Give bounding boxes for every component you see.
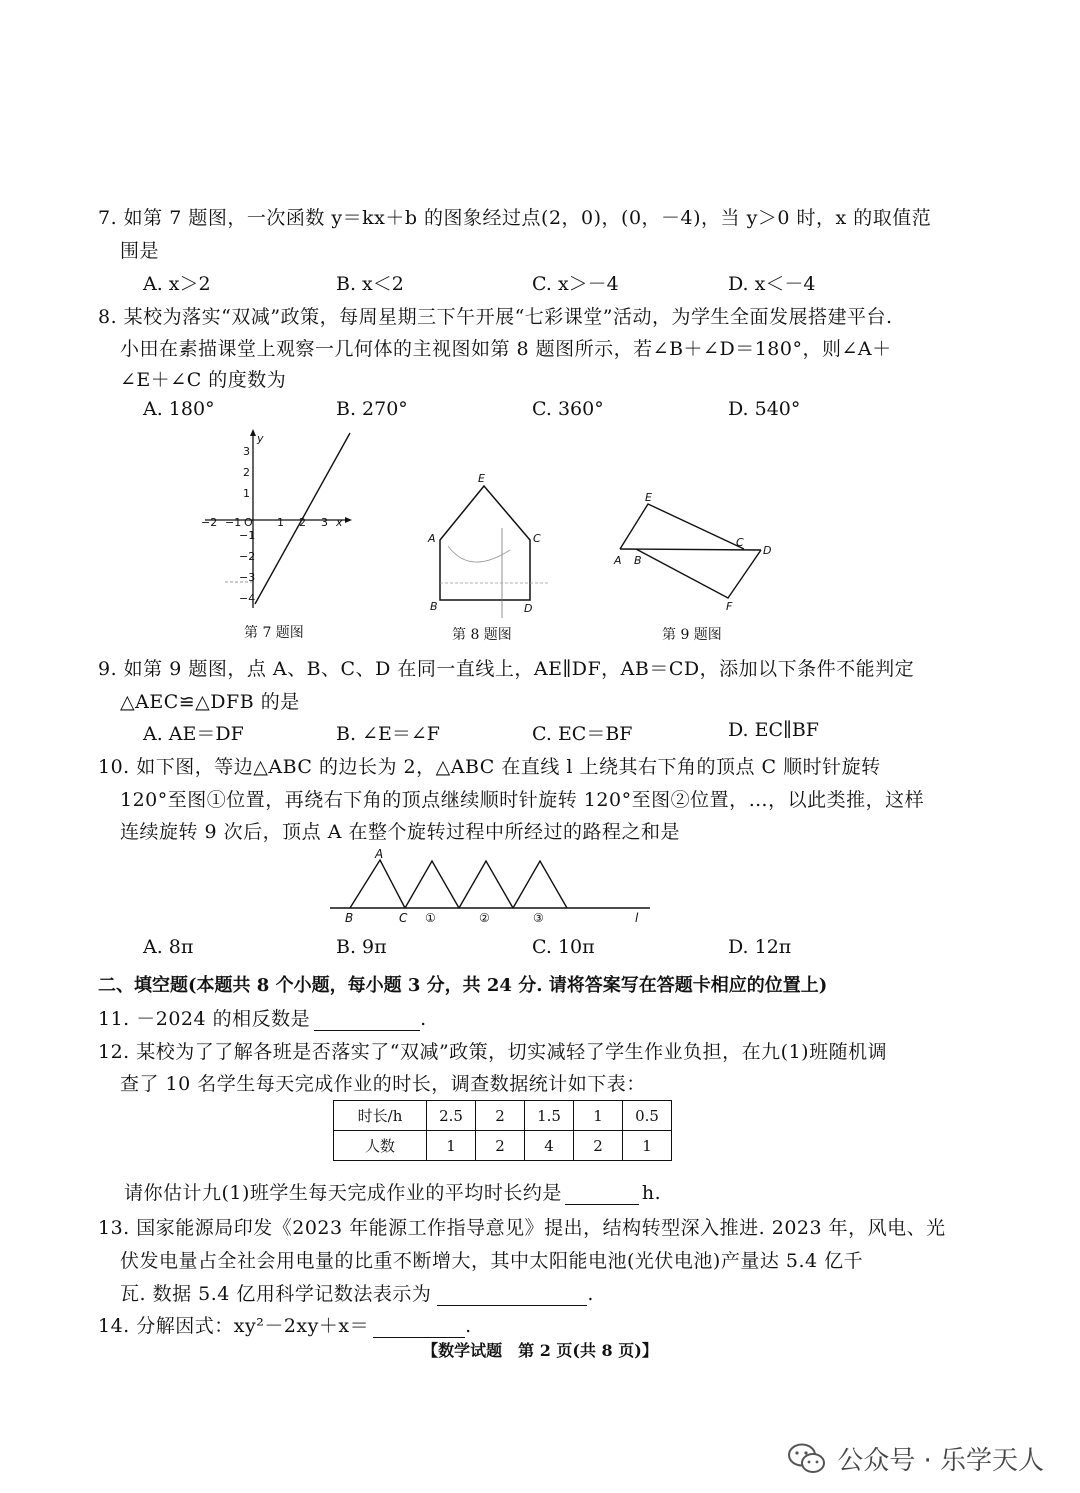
table-row bbox=[334, 1131, 672, 1161]
q8-option-c: C. 360° bbox=[532, 398, 604, 420]
y-axis-label: y bbox=[257, 432, 264, 445]
fig10-label-circle-3: ③ bbox=[533, 911, 544, 925]
q13-line3 bbox=[120, 1279, 594, 1306]
table-cell: 2.5 bbox=[427, 1101, 476, 1131]
figure-9-caption: 第 9 题图 bbox=[662, 627, 722, 643]
x-tick-3: 3 bbox=[321, 516, 328, 529]
triangle-abc bbox=[350, 860, 405, 908]
table-cell: 2 bbox=[476, 1131, 525, 1161]
fig9-label-d: D bbox=[763, 544, 772, 557]
q7-line2: 围是 bbox=[120, 240, 160, 262]
triangle-dfb bbox=[636, 549, 761, 598]
triangle-aec bbox=[620, 504, 744, 549]
q8-option-b: B. 270° bbox=[336, 398, 408, 420]
q10-option-b: B. 9π bbox=[336, 936, 387, 958]
q9-line1: 9. 如第 9 题图，点 A、B、C、D 在同一直线上，AE∥DF，AB＝CD，添加以下条件不能判定 bbox=[98, 658, 915, 680]
q10-option-d: D. 12π bbox=[728, 936, 792, 958]
figure-7-graph bbox=[195, 428, 365, 618]
q13-line2: 伏发电量占全社会用电量的比重不断增大，其中太阳能电池(光伏电池)产量达 5.4 亿千 bbox=[120, 1250, 864, 1272]
watermark-text: 公众号 · 乐学天人 bbox=[837, 1446, 1044, 1476]
q12-line2: 查了 10 名学生每天完成作业的时长，调查数据统计如下表： bbox=[120, 1073, 646, 1095]
q8-option-d: D. 540° bbox=[728, 398, 801, 420]
q9-option-a: A. AE＝DF bbox=[143, 723, 244, 745]
q14-answer-blank bbox=[373, 1319, 465, 1338]
q7-option-a: A. x＞2 bbox=[143, 273, 211, 295]
q11-line bbox=[98, 1004, 427, 1031]
q12-unit: h. bbox=[641, 1182, 662, 1204]
q13-question: 瓦. 数据 5.4 亿用科学记数法表示为 bbox=[120, 1283, 432, 1305]
x-axis-label: x bbox=[336, 516, 343, 529]
q8-line2: 小田在素描课堂上观察一几何体的主视图如第 8 题图所示，若∠B＋∠D＝180°，则∠A＋ bbox=[120, 338, 892, 360]
q8-option-a: A. 180° bbox=[143, 398, 215, 420]
q9-line2: △AEC≌△DFB 的是 bbox=[120, 691, 300, 713]
table-cell: 1.5 bbox=[525, 1101, 574, 1131]
q7-line1: 7. 如第 7 题图，一次函数 y＝kx＋b 的图象经过点(2，0)，(0，－4)，当 y＞0 时，x 的取值范 bbox=[98, 207, 932, 229]
table-cell: 1 bbox=[574, 1101, 623, 1131]
fig8-label-d: D bbox=[524, 602, 533, 615]
wechat-icon bbox=[787, 1442, 827, 1476]
fig10-label-b: B bbox=[345, 911, 354, 925]
fig9-label-f: F bbox=[726, 600, 733, 613]
section-2-title: 二、填空题(本题共 8 个小题，每小题 3 分，共 24 分. 请将答案写在答题卡相应的位置上) bbox=[98, 975, 828, 996]
y-tick-neg1: −1 bbox=[239, 529, 256, 542]
q12-line3 bbox=[124, 1178, 661, 1205]
fig10-label-circle-1: ① bbox=[425, 911, 436, 925]
fig10-label-l: l bbox=[635, 911, 639, 925]
q11-text: 11. －2024 的相反数是 bbox=[98, 1008, 311, 1030]
q8-line1: 8. 某校为落实“双减”政策，每周星期三下午开展“七彩课堂”活动，为学生全面发展搭建平台. bbox=[98, 306, 893, 328]
q8-line3: ∠E＋∠C 的度数为 bbox=[120, 369, 287, 391]
fig10-label-circle-2: ② bbox=[479, 911, 490, 925]
x-tick-neg2: −2 bbox=[201, 516, 218, 529]
fig9-label-b: B bbox=[634, 554, 642, 567]
fig8-label-e: E bbox=[478, 472, 485, 485]
y-axis-arrow-icon bbox=[250, 429, 256, 436]
figure-9-triangles bbox=[606, 488, 781, 618]
y-tick-neg3: −3 bbox=[239, 571, 256, 584]
fig9-label-c: C bbox=[736, 536, 744, 549]
q10-option-c: C. 10π bbox=[532, 936, 595, 958]
figure-10-rotation bbox=[325, 846, 655, 931]
triangle-pos-2 bbox=[459, 861, 513, 908]
q10-line2: 120°至图①位置，再绕右下角的顶点继续顺时针旋转 120°至图②位置，…，以此类推，这样 bbox=[120, 789, 925, 811]
triangle-pos-3 bbox=[513, 861, 567, 908]
fig9-label-e: E bbox=[645, 491, 652, 504]
q7-option-b: B. x＜2 bbox=[336, 273, 404, 295]
y-tick-neg2: −2 bbox=[239, 550, 256, 563]
q13-answer-blank bbox=[437, 1287, 587, 1306]
q11-end: . bbox=[420, 1008, 427, 1030]
y-tick-1: 1 bbox=[243, 487, 250, 500]
table-cell: 4 bbox=[525, 1131, 574, 1161]
triangle-pos-1 bbox=[405, 861, 459, 908]
watermark bbox=[787, 1440, 1044, 1477]
figure-8-pentagon bbox=[420, 468, 550, 618]
fig8-label-a: A bbox=[428, 532, 436, 545]
q12-answer-blank bbox=[565, 1186, 639, 1205]
x-tick-neg1: −1 bbox=[225, 516, 242, 529]
table-cell: 2 bbox=[476, 1101, 525, 1131]
table-cell: 人数 bbox=[334, 1131, 427, 1161]
x-axis-arrow-icon bbox=[345, 517, 352, 523]
figure-8-caption: 第 8 题图 bbox=[452, 627, 512, 643]
table-cell: 0.5 bbox=[623, 1101, 672, 1131]
fig10-label-a: A bbox=[375, 847, 384, 861]
page-footer: 【数学试题 第 2 页(共 8 页)】 bbox=[422, 1341, 658, 1360]
q7-option-d: D. x＜－4 bbox=[728, 273, 816, 295]
q12-line1: 12. 某校为了了解各班是否落实了“双减”政策，切实减轻了学生作业负担，在九(1)班随机调 bbox=[98, 1041, 888, 1063]
x-tick-1: 1 bbox=[277, 516, 284, 529]
q10-line3: 连续旋转 9 次后，顶点 A 在整个旋转过程中所经过的路程之和是 bbox=[120, 821, 680, 843]
fig8-label-b: B bbox=[430, 600, 438, 613]
table-row bbox=[334, 1101, 672, 1131]
q13-end: . bbox=[587, 1283, 594, 1305]
table-cell: 2 bbox=[574, 1131, 623, 1161]
q9-option-c: C. EC＝BF bbox=[532, 723, 633, 745]
fig10-label-c: C bbox=[399, 911, 408, 925]
q7-option-c: C. x＞－4 bbox=[532, 273, 619, 295]
q14-text: 14. 分解因式：xy²－2xy＋x＝ bbox=[98, 1315, 370, 1337]
q13-line1: 13. 国家能源局印发《2023 年能源工作指导意见》提出，结构转型深入推进. 2023 年，风电、光 bbox=[98, 1217, 946, 1239]
q12-data-table bbox=[333, 1100, 672, 1161]
table-cell: 1 bbox=[623, 1131, 672, 1161]
figure-7-caption: 第 7 题图 bbox=[244, 625, 304, 641]
q11-answer-blank bbox=[314, 1012, 420, 1031]
line-ad bbox=[620, 549, 761, 550]
table-cell: 时长/h bbox=[334, 1101, 427, 1131]
q10-line1: 10. 如下图，等边△ABC 的边长为 2，△ABC 在直线 l 上绕其右下角的顶点 C 顺时针旋转 bbox=[98, 756, 881, 778]
table-cell: 1 bbox=[427, 1131, 476, 1161]
fig9-label-a: A bbox=[614, 554, 622, 567]
q9-option-d: D. EC∥BF bbox=[728, 719, 819, 741]
y-tick-3: 3 bbox=[243, 445, 250, 458]
y-tick-2: 2 bbox=[243, 466, 250, 479]
fig8-label-c: C bbox=[533, 532, 541, 545]
q14-line bbox=[98, 1311, 472, 1338]
y-tick-neg4: −4 bbox=[239, 592, 256, 605]
q10-option-a: A. 8π bbox=[143, 936, 194, 958]
x-tick-2: 2 bbox=[299, 516, 306, 529]
q9-option-b: B. ∠E＝∠F bbox=[336, 723, 440, 745]
sketch-arc bbox=[448, 546, 510, 562]
origin-label: O bbox=[244, 516, 253, 529]
q12-question: 请你估计九(1)班学生每天完成作业的平均时长约是 bbox=[124, 1182, 562, 1204]
q14-end: . bbox=[465, 1315, 472, 1337]
